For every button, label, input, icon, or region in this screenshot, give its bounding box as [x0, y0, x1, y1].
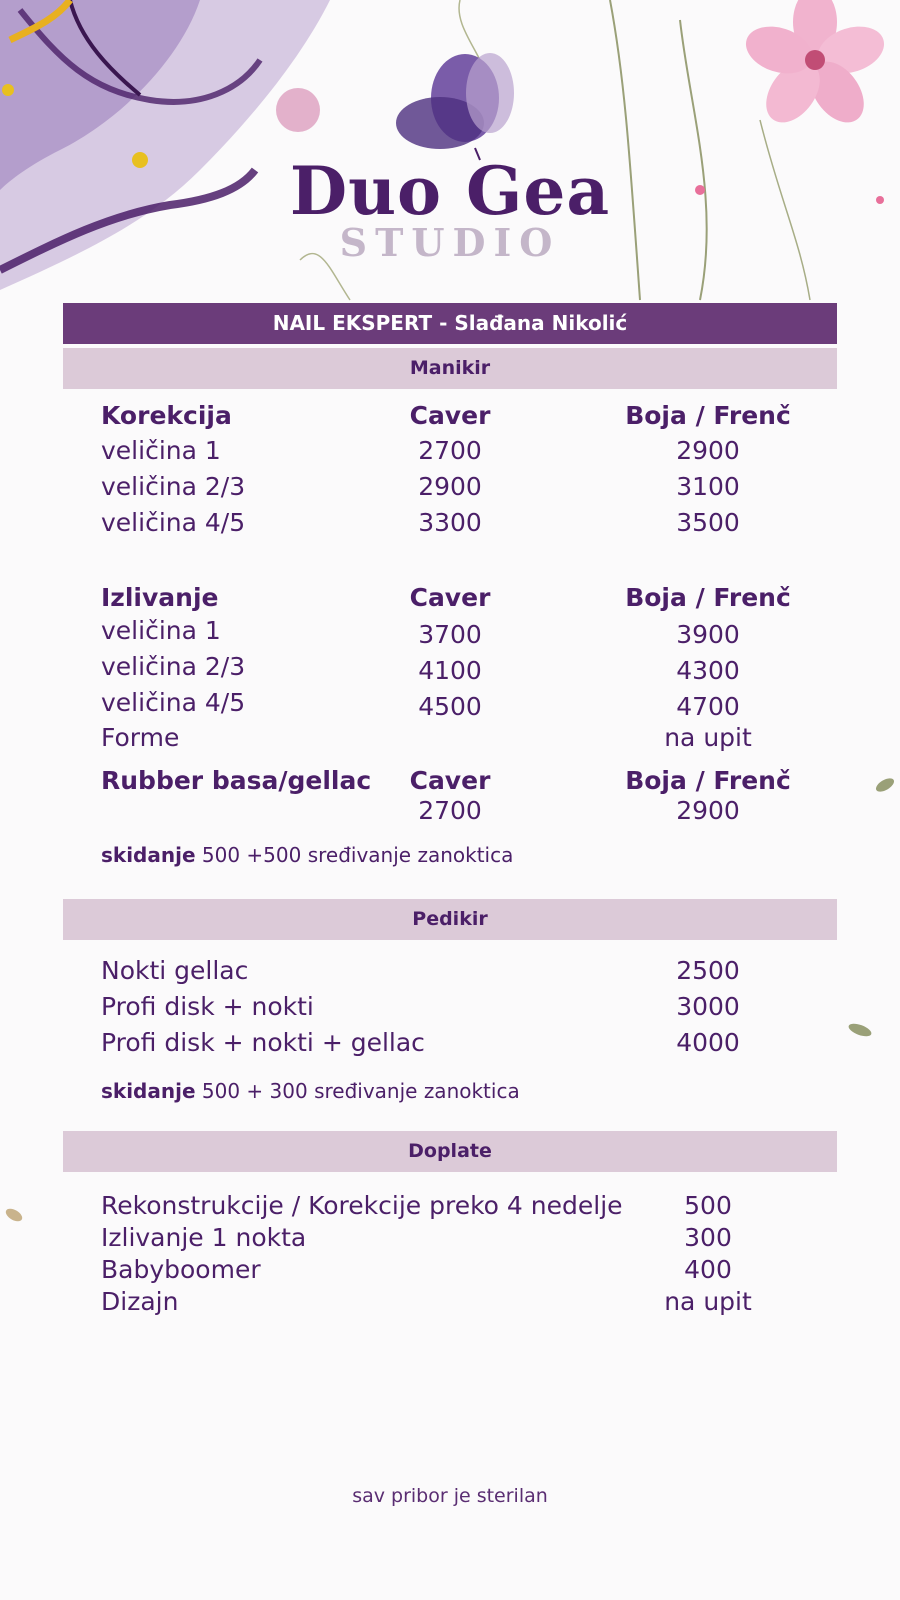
page-title: NAIL EKSPERT - Slađana Nikolić: [63, 303, 837, 344]
korekcija-row-boja: 3100: [676, 472, 740, 501]
section-manikir: Manikir: [63, 348, 837, 389]
pedikir-row-price: 4000: [676, 1028, 740, 1057]
izlivanje-row-caver: 4500: [418, 692, 482, 721]
korekcija-row-caver: 2700: [418, 436, 482, 465]
doplate-row-label: Rekonstrukcije / Korekcije preko 4 nedelje: [101, 1191, 623, 1220]
korekcija-row-label: veličina 4/5: [101, 508, 246, 537]
korekcija-row-caver: 2900: [418, 472, 482, 501]
doplate-row-price: 400: [684, 1255, 732, 1284]
brand-name: Duo Gea: [289, 152, 611, 230]
pedikir-row-label: Profi disk + nokti: [101, 992, 314, 1021]
izlivanje-row-label: veličina 4/5: [101, 688, 246, 717]
korekcija-boja-header: Boja / Frenč: [625, 401, 791, 430]
pedikir-note-text: 500 + 300 sređivanje zanoktica: [195, 1079, 520, 1103]
korekcija-caver-header: Caver: [409, 401, 491, 430]
pedikir-note: [101, 1079, 520, 1103]
korekcija-row-caver: 3300: [418, 508, 482, 537]
rubber-header: Rubber basa/gellac: [101, 766, 372, 795]
rubber-caver-header: Caver: [409, 766, 491, 795]
manikir-note: [101, 843, 513, 867]
doplate-row-price: 300: [684, 1223, 732, 1252]
korekcija-row-boja: 3500: [676, 508, 740, 537]
izlivanje-header: Izlivanje: [101, 583, 219, 612]
korekcija-row-boja: 2900: [676, 436, 740, 465]
izlivanje-boja-header: Boja / Frenč: [625, 583, 791, 612]
rubber-boja-price: 2900: [676, 796, 740, 825]
butterfly-logo-icon: [380, 48, 530, 168]
korekcija-header: Korekcija: [101, 401, 232, 430]
izlivanje-row-label: veličina 1: [101, 616, 221, 645]
izlivanje-row-caver: 4100: [418, 656, 482, 685]
izlivanje-row-caver: 3700: [418, 620, 482, 649]
izlivanje-row-boja: 3900: [676, 620, 740, 649]
pedikir-row-label: Profi disk + nokti + gellac: [101, 1028, 425, 1057]
izlivanje-row-boja: 4700: [676, 692, 740, 721]
izlivanje-row-boja: na upit: [664, 723, 752, 752]
doplate-row-label: Dizajn: [101, 1287, 179, 1316]
izlivanje-caver-header: Caver: [409, 583, 491, 612]
rubber-boja-header: Boja / Frenč: [625, 766, 791, 795]
pedikir-note-bold: skidanje: [101, 1079, 196, 1103]
footer-note: sav pribor je sterilan: [352, 1485, 548, 1507]
korekcija-row-label: veličina 2/3: [101, 472, 246, 501]
pedikir-row-label: Nokti gellac: [101, 956, 249, 985]
section-pedikir: Pedikir: [63, 899, 837, 940]
pedikir-row-price: 3000: [676, 992, 740, 1021]
doplate-row-price: na upit: [664, 1287, 752, 1316]
izlivanje-row-label: veličina 2/3: [101, 652, 246, 681]
pedikir-row-price: 2500: [676, 956, 740, 985]
izlivanje-row-boja: 4300: [676, 656, 740, 685]
rubber-caver-price: 2700: [418, 796, 482, 825]
doplate-row-label: Babyboomer: [101, 1255, 261, 1284]
manikir-note-text: 500 +500 sređivanje zanoktica: [195, 843, 514, 867]
doplate-row-label: Izlivanje 1 nokta: [101, 1223, 307, 1252]
section-doplate: Doplate: [63, 1131, 837, 1172]
izlivanje-row-label: Forme: [101, 723, 180, 752]
korekcija-row-label: veličina 1: [101, 436, 221, 465]
manikir-note-bold: skidanje: [101, 843, 196, 867]
doplate-row-price: 500: [684, 1191, 732, 1220]
brand-sub: STUDIO: [339, 220, 561, 265]
